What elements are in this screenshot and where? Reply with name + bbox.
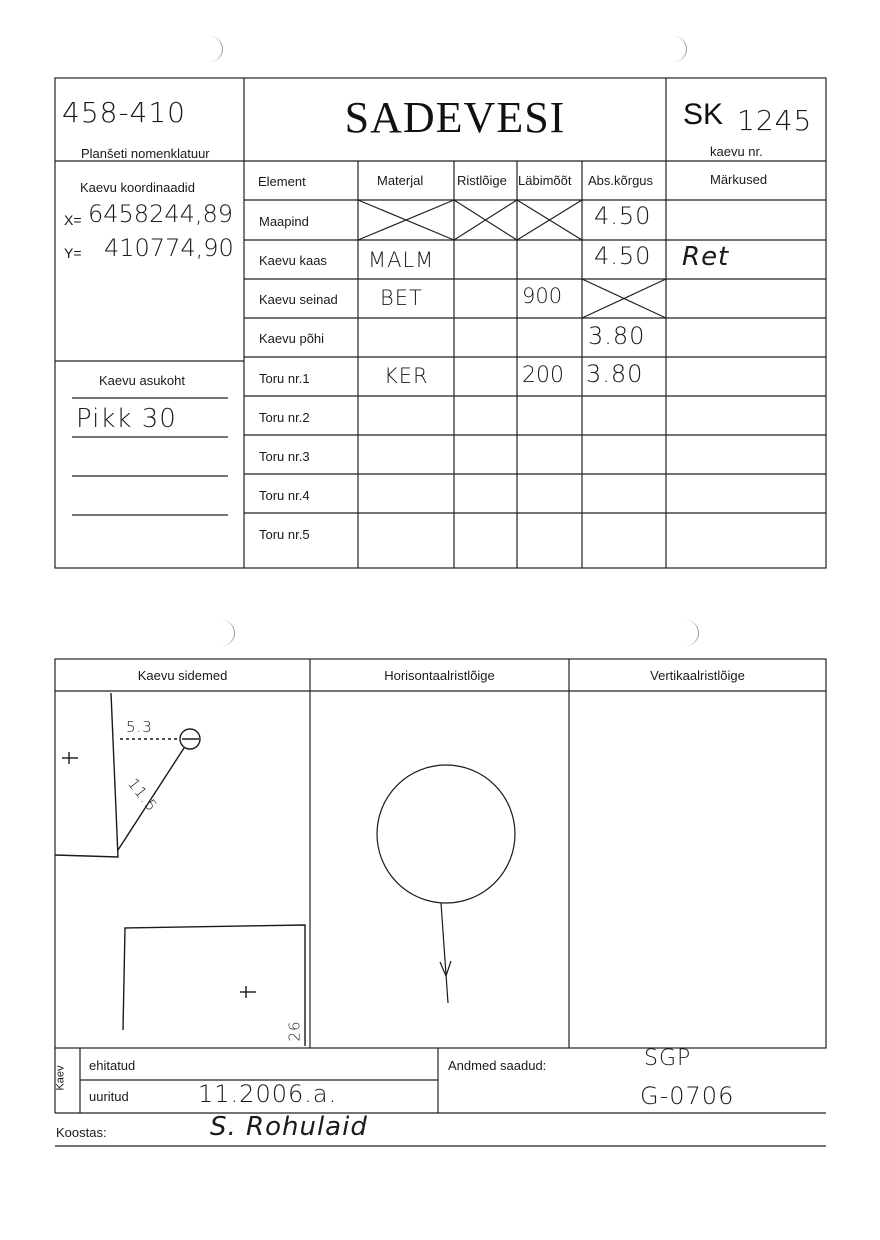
row-label: Toru nr.4 [259, 488, 310, 503]
th-cross-section: Ristlõige [457, 173, 507, 188]
location-value: Pikk 30 [76, 404, 177, 434]
data-source-value: SGP [644, 1046, 692, 1071]
row-label: Maapind [259, 214, 309, 229]
sketch-distance: 5.3 [126, 718, 153, 736]
surveyed-label: uuritud [89, 1089, 129, 1104]
row-label: Kaevu seinad [259, 292, 338, 307]
plansheet-value: 458-410 [62, 96, 186, 129]
row-label: Kaevu põhi [259, 331, 325, 346]
row-label: Toru nr.5 [259, 527, 310, 542]
row-label: Kaevu kaas [259, 253, 327, 268]
th-remarks: Märkused [710, 172, 768, 187]
well-prefix: SK [683, 98, 724, 131]
th-material: Materjal [377, 173, 424, 188]
side-label: Kaev [54, 1065, 67, 1091]
well-label: kaevu nr. [710, 144, 763, 159]
sketch-distance: 26 [285, 1020, 304, 1042]
compiled-value: S. Rohulaid [210, 1112, 368, 1142]
surveyed-value: 11.2006.a. [198, 1080, 338, 1108]
cell-material: MALM [368, 248, 435, 272]
y-label: Y= [64, 245, 82, 261]
page-title: SADEVESI [344, 93, 566, 142]
sketch-col-horizontal: Horisontaalristlõige [384, 668, 495, 683]
th-diameter: Läbimõõt [518, 173, 572, 188]
y-value: 410774,90 [104, 234, 234, 262]
cell-abs-height: 3.80 [588, 322, 646, 350]
th-abs-height: Abs.kõrgus [588, 173, 654, 188]
cell-abs-height: 4.50 [594, 202, 652, 230]
compiled-label: Koostas: [56, 1125, 107, 1140]
plansheet-label: Planšeti nomenklatuur [81, 146, 210, 161]
location-label: Kaevu asukoht [99, 373, 186, 388]
row-label: Toru nr.1 [259, 371, 310, 386]
x-label: X= [64, 212, 82, 228]
cell-abs-height: 4.50 [594, 242, 652, 270]
sketch-distance: 11.5 [124, 774, 162, 816]
th-element: Element [258, 174, 306, 189]
cell-diameter: 200 [522, 363, 564, 388]
x-value: 6458244,89 [88, 200, 234, 228]
cell-diameter: 900 [522, 284, 563, 308]
well-number: 1245 [737, 104, 813, 137]
cell-material: KER [384, 364, 429, 388]
cell-material: BET [380, 286, 423, 310]
horizontal-section-drawing [377, 765, 515, 1003]
sketch-col-links: Kaevu sidemed [137, 668, 228, 683]
sketch-col-vertical: Vertikaalristlõige [650, 668, 745, 683]
cell-remarks: Ret [682, 242, 730, 272]
sketch-drawing [55, 693, 305, 1046]
row-label: Toru nr.3 [259, 449, 310, 464]
data-source-value: G-0706 [640, 1082, 735, 1110]
data-source-label: Andmed saadud: [448, 1058, 547, 1073]
built-label: ehitatud [89, 1058, 136, 1073]
coordinates-label: Kaevu koordinaadid [80, 180, 195, 195]
row-label: Toru nr.2 [259, 410, 310, 425]
cell-abs-height: 3.80 [586, 360, 644, 388]
